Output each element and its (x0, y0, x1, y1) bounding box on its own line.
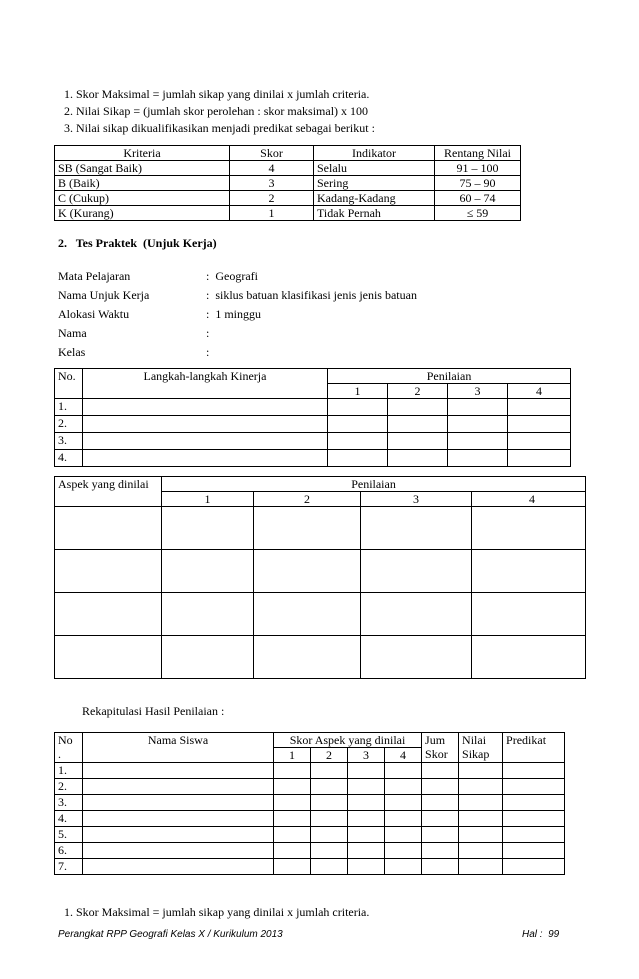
section-title: 2. Tes Praktek (Unjuk Kerja) (58, 236, 217, 250)
score-header: 3 (448, 384, 508, 399)
empty-cell (472, 507, 586, 550)
empty-cell (388, 416, 448, 433)
empty-cell (448, 450, 508, 467)
score-header: 3 (348, 748, 385, 763)
predikat-table (54, 145, 521, 221)
empty-cell (459, 811, 503, 827)
empty-cell (254, 593, 361, 636)
col-header-no (55, 733, 83, 763)
rekap-title: Rekapitulasi Hasil Penilaian : (82, 704, 225, 718)
empty-cell (459, 843, 503, 859)
cell-rentang: ≤ 59 (435, 206, 521, 221)
cell-rentang: 75 – 90 (435, 176, 521, 191)
empty-cell (311, 827, 348, 843)
score-header: 1 (162, 492, 254, 507)
empty-cell (422, 811, 459, 827)
table-header-row (55, 733, 565, 748)
row-number: 2. (55, 779, 83, 795)
info-value: : 1 minggu (206, 307, 262, 321)
info-label: Nama (58, 326, 87, 340)
score-header: 4 (472, 492, 586, 507)
header-line: Sikap (462, 747, 490, 761)
empty-cell (388, 433, 448, 450)
empty-cell (385, 859, 422, 875)
empty-cell (422, 859, 459, 875)
empty-cell (503, 795, 565, 811)
top-criteria-list (64, 86, 375, 137)
empty-cell (348, 795, 385, 811)
empty-cell (385, 827, 422, 843)
empty-cell (422, 843, 459, 859)
score-header: 1 (328, 384, 388, 399)
empty-cell (55, 593, 162, 636)
empty-cell (472, 550, 586, 593)
info-row (58, 269, 518, 288)
empty-cell (459, 763, 503, 779)
empty-cell (55, 507, 162, 550)
cell-indikator: Tidak Pernah (314, 206, 435, 221)
empty-cell (472, 636, 586, 679)
row-number: 3. (55, 795, 83, 811)
header-line: Jum (425, 733, 446, 747)
cell-indikator: Sering (314, 176, 435, 191)
cell-skor: 1 (230, 206, 314, 221)
empty-cell (348, 843, 385, 859)
table-header-row (55, 477, 586, 492)
info-row (58, 288, 518, 307)
empty-cell (328, 416, 388, 433)
empty-cell (348, 763, 385, 779)
empty-cell (254, 636, 361, 679)
footer-page-number: Hal : 99 (522, 929, 560, 940)
empty-cell (162, 593, 254, 636)
empty-cell (385, 795, 422, 811)
col-header-langkah: Langkah-langkah Kinerja (83, 369, 328, 399)
empty-cell (508, 399, 571, 416)
row-number: 6. (55, 843, 83, 859)
table-row (55, 416, 571, 433)
empty-cell (348, 811, 385, 827)
empty-cell (448, 416, 508, 433)
list-item: 2. Nilai Sikap = (jumlah skor perolehan : skor maksimal) x 100 (64, 104, 369, 118)
empty-cell (503, 779, 565, 795)
col-header-penilaian: Penilaian (328, 369, 571, 384)
info-label: Alokasi Waktu (58, 307, 130, 321)
empty-cell (472, 593, 586, 636)
row-number: 2. (55, 416, 83, 433)
empty-cell (274, 843, 311, 859)
empty-cell (459, 779, 503, 795)
empty-cell (162, 636, 254, 679)
cell-kriteria: C (Cukup) (55, 191, 230, 206)
empty-cell (274, 795, 311, 811)
rekap-table (54, 732, 565, 875)
empty-cell (311, 779, 348, 795)
empty-cell (274, 859, 311, 875)
table-row (55, 507, 586, 550)
empty-cell (503, 811, 565, 827)
empty-cell (459, 859, 503, 875)
table-row (55, 433, 571, 450)
col-header-indikator: Indikator (314, 146, 435, 161)
empty-cell (254, 550, 361, 593)
score-header: 2 (254, 492, 361, 507)
table-row (55, 763, 565, 779)
empty-cell (508, 433, 571, 450)
table-row (55, 811, 565, 827)
header-line: No (58, 733, 73, 747)
table-row (55, 206, 521, 221)
empty-cell (274, 827, 311, 843)
empty-cell (388, 450, 448, 467)
empty-cell (328, 399, 388, 416)
empty-cell (448, 433, 508, 450)
score-header: 3 (361, 492, 472, 507)
empty-cell (448, 399, 508, 416)
info-label: Kelas (58, 345, 86, 359)
empty-cell (162, 550, 254, 593)
col-header-skor: Skor (230, 146, 314, 161)
empty-cell (274, 811, 311, 827)
info-value: : (206, 345, 210, 359)
col-header-kriteria: Kriteria (55, 146, 230, 161)
empty-cell (361, 550, 472, 593)
table-row (55, 399, 571, 416)
aspek-table (54, 476, 586, 679)
info-label: Nama Unjuk Kerja (58, 288, 150, 302)
row-number: 1. (55, 399, 83, 416)
empty-cell (83, 779, 274, 795)
info-label: Mata Pelajaran (58, 269, 131, 283)
row-number: 3. (55, 433, 83, 450)
empty-cell (348, 827, 385, 843)
kinerja-table (54, 368, 571, 467)
info-row (58, 307, 518, 326)
bottom-list-item: 1. Skor Maksimal = jumlah sikap yang dinilai x jumlah criteria. (64, 905, 370, 919)
row-number: 1. (55, 763, 83, 779)
list-item: 3. Nilai sikap dikualifikasikan menjadi predikat sebagai berikut : (64, 121, 375, 135)
header-line: Nilai (462, 733, 487, 747)
empty-cell (385, 843, 422, 859)
empty-cell (503, 843, 565, 859)
empty-cell (311, 859, 348, 875)
col-header-nilai (459, 733, 503, 763)
table-header-row (55, 146, 521, 161)
cell-skor: 2 (230, 191, 314, 206)
cell-skor: 4 (230, 161, 314, 176)
table-row (55, 191, 521, 206)
col-header-jum (422, 733, 459, 763)
cell-skor: 3 (230, 176, 314, 191)
row-number: 5. (55, 827, 83, 843)
empty-cell (274, 763, 311, 779)
empty-cell (83, 763, 274, 779)
score-header: 4 (508, 384, 571, 399)
empty-cell (508, 416, 571, 433)
empty-cell (162, 507, 254, 550)
empty-cell (348, 779, 385, 795)
table-row (55, 859, 565, 875)
empty-cell (311, 811, 348, 827)
info-value: : siklus batuan klasifikasi jenis jenis batuan (206, 288, 417, 302)
empty-cell (385, 779, 422, 795)
empty-cell (422, 763, 459, 779)
empty-cell (274, 779, 311, 795)
empty-cell (361, 593, 472, 636)
score-header: 4 (385, 748, 422, 763)
cell-rentang: 91 – 100 (435, 161, 521, 176)
table-row (55, 795, 565, 811)
score-header: 1 (274, 748, 311, 763)
table-row (55, 843, 565, 859)
cell-kriteria: K (Kurang) (55, 206, 230, 221)
empty-cell (83, 450, 328, 467)
col-header-rentang: Rentang Nilai (435, 146, 521, 161)
empty-cell (422, 827, 459, 843)
empty-cell (348, 859, 385, 875)
col-header-nama: Nama Siswa (83, 733, 274, 763)
info-row (58, 345, 518, 364)
score-header: 2 (311, 748, 348, 763)
col-header-penilaian: Penilaian (162, 477, 586, 492)
empty-cell (361, 507, 472, 550)
empty-cell (361, 636, 472, 679)
empty-cell (503, 859, 565, 875)
empty-cell (508, 450, 571, 467)
table-row (55, 593, 586, 636)
cell-rentang: 60 – 74 (435, 191, 521, 206)
empty-cell (55, 636, 162, 679)
empty-cell (311, 763, 348, 779)
empty-cell (388, 399, 448, 416)
cell-indikator: Selalu (314, 161, 435, 176)
empty-cell (385, 763, 422, 779)
empty-cell (385, 811, 422, 827)
cell-kriteria: SB (Sangat Baik) (55, 161, 230, 176)
empty-cell (83, 827, 274, 843)
score-header: 2 (388, 384, 448, 399)
empty-cell (311, 795, 348, 811)
table-header-row (55, 369, 571, 384)
empty-cell (83, 859, 274, 875)
empty-cell (83, 811, 274, 827)
table-row (55, 779, 565, 795)
empty-cell (55, 550, 162, 593)
empty-cell (503, 763, 565, 779)
header-line: Skor (425, 747, 448, 761)
table-row (55, 161, 521, 176)
empty-cell (254, 507, 361, 550)
empty-cell (83, 795, 274, 811)
col-header-aspek: Aspek yang dinilai (55, 477, 162, 507)
row-number: 7. (55, 859, 83, 875)
list-item: 1. Skor Maksimal = jumlah sikap yang dinilai x jumlah criteria. (64, 87, 370, 101)
cell-indikator: Kadang-Kadang (314, 191, 435, 206)
empty-cell (311, 843, 348, 859)
info-block (58, 269, 518, 364)
empty-cell (83, 399, 328, 416)
col-header-skor: Skor Aspek yang dinilai (274, 733, 422, 748)
table-row (55, 636, 586, 679)
empty-cell (83, 416, 328, 433)
info-value: : (206, 326, 210, 340)
table-row (55, 176, 521, 191)
header-line: . (58, 747, 61, 761)
table-row (55, 550, 586, 593)
col-header-no: No. (55, 369, 83, 399)
empty-cell (503, 827, 565, 843)
cell-kriteria: B (Baik) (55, 176, 230, 191)
table-row (55, 827, 565, 843)
info-value: : Geografi (206, 269, 258, 283)
empty-cell (83, 843, 274, 859)
col-header-predikat: Predikat (503, 733, 565, 763)
footer-left: Perangkat RPP Geografi Kelas X / Kurikulum 2013 (58, 929, 283, 940)
empty-cell (328, 450, 388, 467)
empty-cell (459, 795, 503, 811)
row-number: 4. (55, 811, 83, 827)
info-row (58, 326, 518, 345)
empty-cell (328, 433, 388, 450)
empty-cell (422, 779, 459, 795)
empty-cell (83, 433, 328, 450)
row-number: 4. (55, 450, 83, 467)
empty-cell (422, 795, 459, 811)
empty-cell (459, 827, 503, 843)
table-row (55, 450, 571, 467)
